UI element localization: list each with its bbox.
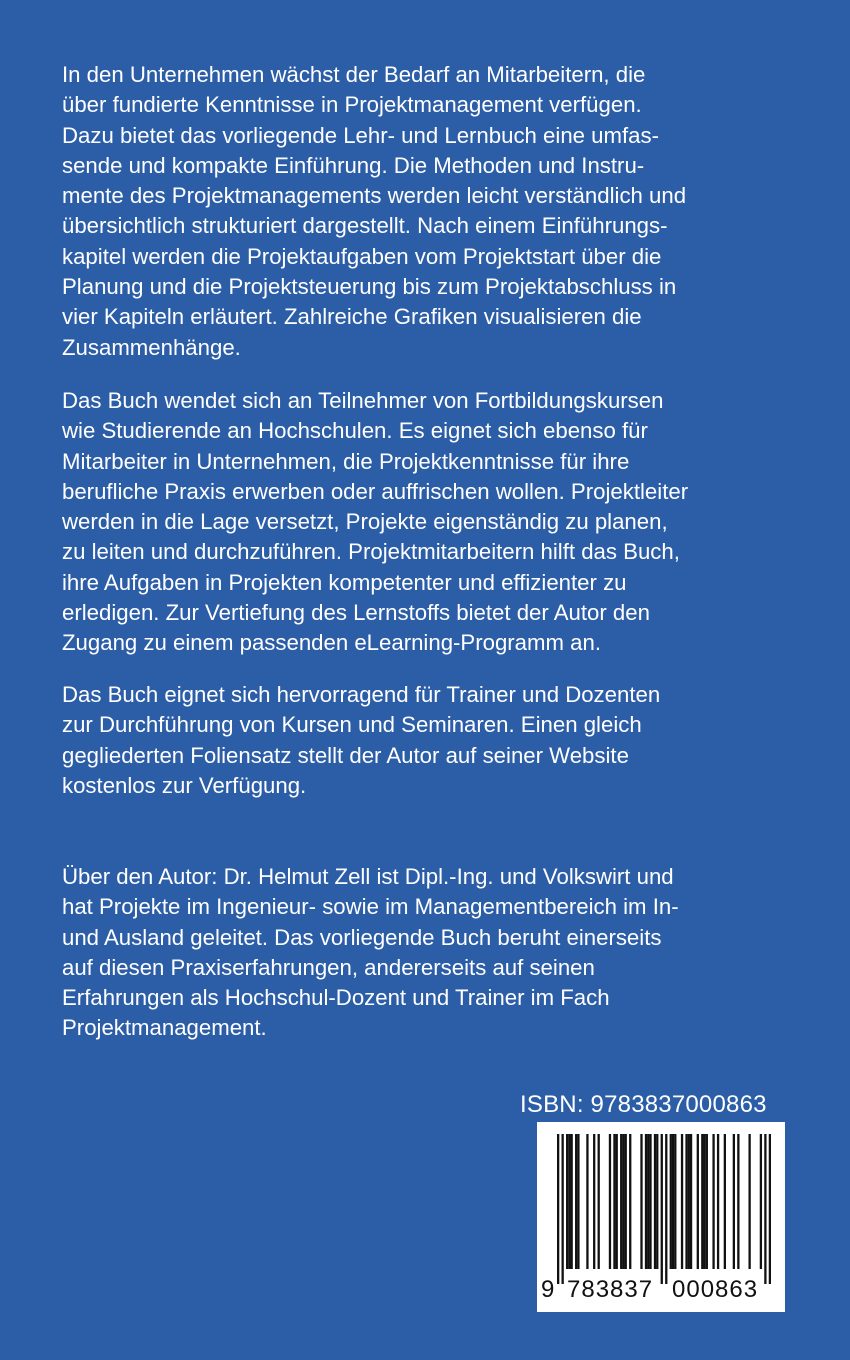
barcode: [537, 1122, 785, 1312]
text-line: Das Buch eignet sich hervorragend für Trainer und Dozenten: [62, 682, 661, 707]
barcode-bar: [760, 1134, 762, 1269]
barcode-bar: [649, 1134, 651, 1269]
text-line: sende und kompakte Einführung. Die Methoden und Instru-: [62, 152, 645, 178]
text-line: zur Durchführung von Kursen und Seminaren. Einen gleich: [62, 712, 642, 738]
barcode-digits: [537, 1272, 785, 1308]
barcode-bars: [557, 1134, 771, 1284]
barcode-bar: [665, 1134, 667, 1284]
barcode-bar: [656, 1134, 658, 1269]
text-line: Zusammenhänge.: [62, 334, 241, 360]
text-line: Über den Autor: Dr. Helmut Zell ist Dipl.-Ing. und Volkswirt und: [62, 864, 674, 889]
text-line: Projektmanagement.: [62, 1015, 267, 1041]
text-line: auf diesen Praxiserfahrungen, andererseits auf seinen: [62, 954, 595, 980]
text-line: Planung und die Projektsteuerung bis zum Projektabschluss in: [62, 274, 677, 300]
barcode-bar: [748, 1134, 750, 1269]
barcode-bar: [717, 1134, 719, 1269]
description-paragraph-1: [62, 60, 792, 363]
description-paragraph-2: [62, 386, 792, 659]
text-line: Mitarbeiter in Unternehmen, die Projektkenntnisse für ihre: [62, 448, 630, 474]
barcode-bar: [616, 1134, 618, 1269]
barcode-bar: [769, 1134, 771, 1284]
text-line: Dazu bietet das vorliegende Lehr- und Lernbuch eine umfas-: [62, 122, 659, 148]
barcode-bar: [593, 1134, 595, 1269]
description-paragraph-3: [62, 680, 792, 801]
text-line: In den Unternehmen wächst der Bedarf an Mitarbeitern, die: [62, 62, 646, 87]
barcode-bar: [764, 1134, 766, 1284]
barcode-bar: [625, 1134, 627, 1269]
barcode-bar: [577, 1134, 579, 1269]
barcode-bar: [645, 1134, 647, 1269]
barcode-bar: [681, 1134, 683, 1269]
barcode-bar: [674, 1134, 676, 1269]
barcode-bar: [654, 1134, 656, 1269]
text-line: Erfahrungen als Hochschul-Dozent und Trainer im Fach: [62, 985, 610, 1011]
text-line: übersichtlich strukturiert dargestellt. Nach einem Einführungs-: [62, 213, 668, 239]
barcode-bar: [697, 1134, 699, 1269]
barcode-bar: [622, 1134, 624, 1269]
barcode-bar: [598, 1134, 600, 1269]
barcode-bar: [706, 1134, 708, 1269]
text-line: und Ausland geleitet. Das vorliegende Buch beruht einerseits: [62, 924, 662, 950]
barcode-bar: [712, 1134, 714, 1269]
barcode-bar: [724, 1134, 726, 1269]
text-line: berufliche Praxis erwerben oder auffrischen wollen. Projektleiter: [62, 478, 689, 504]
barcode-digits-left: 783837: [567, 1276, 654, 1303]
barcode-bar: [737, 1134, 739, 1269]
barcode-bar: [685, 1134, 687, 1269]
barcode-digit-first: 9: [541, 1276, 556, 1303]
text-line: zu leiten und durchzuführen. Projektmitarbeitern hilft das Buch,: [62, 539, 680, 565]
isbn-label: ISBN: 9783837000863: [520, 1091, 767, 1118]
text-line: hat Projekte im Ingenieur- sowie im Managementbereich im In-: [62, 894, 679, 920]
barcode-bar: [609, 1134, 611, 1269]
text-line: gegliederten Foliensatz stellt der Autor auf seiner Website: [62, 742, 629, 768]
text-line: kostenlos zur Verfügung.: [62, 772, 307, 798]
barcode-bar: [661, 1134, 663, 1284]
barcode-bar: [620, 1134, 622, 1269]
text-line: erledigen. Zur Vertiefung des Lernstoffs bietet der Autor den: [62, 600, 650, 626]
text-line: kapitel werden die Projektaufgaben vom Projektstart über die: [62, 243, 662, 269]
text-line: Das Buch wendet sich an Teilnehmer von Fortbildungskursen: [62, 388, 664, 413]
author-bio-paragraph: [62, 862, 792, 1044]
text-line: ihre Aufgaben in Projekten kompetenter und effizienter zu: [62, 569, 627, 595]
text-line: wie Studierende an Hochschulen. Es eignet sich ebenso für: [62, 418, 648, 444]
barcode-bar: [566, 1134, 568, 1269]
text-line: werden in die Lage versetzt, Projekte eigenständig zu planen,: [62, 509, 668, 535]
barcode-bar: [557, 1134, 559, 1284]
barcode-bar: [703, 1134, 705, 1269]
barcode-bar: [647, 1134, 649, 1269]
text-line: über fundierte Kenntnisse in Projektmanagement verfügen.: [62, 92, 642, 118]
barcode-bar: [586, 1134, 588, 1269]
barcode-bar: [571, 1134, 573, 1269]
barcode-bar: [629, 1134, 631, 1269]
text-line: vier Kapiteln erläutert. Zahlreiche Grafiken visualisieren die: [62, 304, 642, 330]
barcode-bar: [613, 1134, 615, 1269]
barcode-bar: [701, 1134, 703, 1269]
barcode-bar: [688, 1134, 690, 1269]
barcode-bar: [670, 1134, 672, 1269]
barcode-bar: [640, 1134, 642, 1269]
barcode-bar: [568, 1134, 570, 1269]
barcode-digits-right: 000863: [672, 1276, 759, 1303]
text-line: Zugang zu einem passenden eLearning-Programm an.: [62, 630, 601, 656]
barcode-bar: [690, 1134, 692, 1269]
barcode-bar: [733, 1134, 735, 1269]
barcode-bar: [562, 1134, 564, 1284]
barcode-bar: [575, 1134, 577, 1269]
text-line: mente des Projektmanagements werden leicht verständlich und: [62, 183, 687, 209]
barcode-bar: [672, 1134, 674, 1269]
